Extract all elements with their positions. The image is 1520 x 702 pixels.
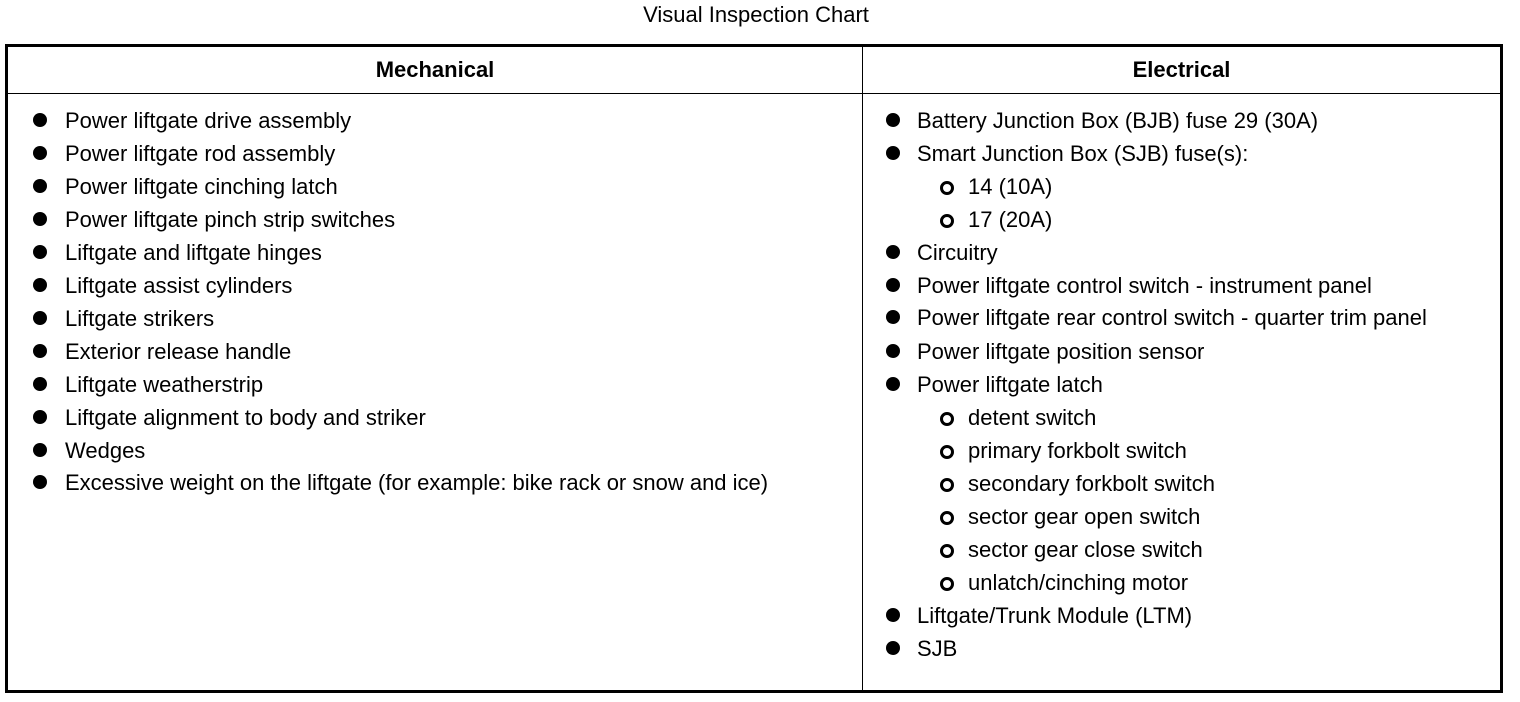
bullet-icon <box>33 344 47 358</box>
electrical-subitem <box>917 401 1450 434</box>
mechanical-item <box>8 104 862 137</box>
electrical-header: Electrical <box>863 46 1502 94</box>
mechanical-header: Mechanical <box>7 46 863 94</box>
mechanical-item-label: Power liftgate pinch strip switches <box>65 207 396 232</box>
body-row <box>7 94 1502 692</box>
electrical-subitem <box>917 170 1450 203</box>
electrical-item <box>863 302 1500 335</box>
mechanical-item-label: Liftgate strikers <box>65 306 215 331</box>
hollow-bullet-icon <box>940 445 954 459</box>
electrical-subitem-label: 17 (20A) <box>968 207 1053 232</box>
header-row <box>7 46 1502 94</box>
electrical-subitem-label: 14 (10A) <box>968 174 1053 199</box>
hollow-bullet-icon <box>940 511 954 525</box>
mechanical-item <box>8 137 862 170</box>
bullet-icon <box>886 113 900 127</box>
bullet-icon <box>33 278 47 292</box>
electrical-cell <box>863 94 1502 692</box>
bullet-icon <box>886 344 900 358</box>
hollow-bullet-icon <box>940 181 954 195</box>
electrical-subitem <box>917 533 1450 566</box>
electrical-subitem <box>917 500 1450 533</box>
electrical-item-label: Circuitry <box>917 240 998 265</box>
electrical-subitem <box>917 203 1450 236</box>
electrical-item-label: Power liftgate latch <box>917 372 1103 397</box>
mechanical-item-label: Liftgate assist cylinders <box>65 273 293 298</box>
electrical-subitem-label: detent switch <box>968 405 1097 430</box>
mechanical-item-label: Liftgate and liftgate hinges <box>65 240 322 265</box>
electrical-item <box>863 137 1500 236</box>
electrical-subitem-label: sector gear open switch <box>968 504 1201 529</box>
bullet-icon <box>33 179 47 193</box>
bullet-icon <box>33 146 47 160</box>
electrical-item <box>863 269 1500 302</box>
electrical-subitem <box>917 434 1450 467</box>
hollow-bullet-icon <box>940 412 954 426</box>
hollow-bullet-icon <box>940 577 954 591</box>
bullet-icon <box>33 475 47 489</box>
electrical-item <box>863 599 1500 632</box>
bullet-icon <box>33 410 47 424</box>
bullet-icon <box>33 212 47 226</box>
electrical-item <box>863 335 1500 368</box>
electrical-list <box>863 94 1500 665</box>
mechanical-item-label: Excessive weight on the liftgate (for example: bike rack or snow and ice) <box>65 470 769 495</box>
electrical-subitem-label: unlatch/cinching motor <box>968 570 1189 595</box>
mechanical-item-label: Power liftgate drive assembly <box>65 108 352 133</box>
mechanical-list <box>8 94 862 500</box>
electrical-subitem-label: sector gear close switch <box>968 537 1203 562</box>
electrical-item <box>863 104 1500 137</box>
electrical-subitem-label: secondary forkbolt switch <box>968 471 1215 496</box>
bullet-icon <box>886 278 900 292</box>
electrical-subitem <box>917 566 1450 599</box>
electrical-item <box>863 368 1500 599</box>
visual-inspection-table <box>5 44 1503 693</box>
mechanical-item <box>8 335 862 368</box>
electrical-item-label: Liftgate/Trunk Module (LTM) <box>917 603 1193 628</box>
hollow-bullet-icon <box>940 478 954 492</box>
mechanical-item <box>8 170 862 203</box>
mechanical-item <box>8 401 862 434</box>
bullet-icon <box>886 310 900 324</box>
bullet-icon <box>886 146 900 160</box>
electrical-sublist <box>917 401 1450 599</box>
chart-title: Visual Inspection Chart <box>643 2 869 27</box>
bullet-icon <box>33 113 47 127</box>
electrical-item-label: Power liftgate rear control switch - quarter trim panel <box>917 305 1427 330</box>
mechanical-item <box>8 434 862 467</box>
mechanical-item <box>8 368 862 401</box>
electrical-item-label: Smart Junction Box (SJB) fuse(s): <box>917 141 1249 166</box>
mechanical-item <box>8 302 862 335</box>
mechanical-item-label: Wedges <box>65 438 146 463</box>
mechanical-item <box>8 269 862 302</box>
electrical-item <box>863 236 1500 269</box>
electrical-item-label: SJB <box>917 636 958 661</box>
bullet-icon <box>33 311 47 325</box>
mechanical-item-label: Liftgate alignment to body and striker <box>65 405 426 430</box>
mechanical-item-label: Power liftgate cinching latch <box>65 174 338 199</box>
bullet-icon <box>886 377 900 391</box>
mechanical-item-label: Power liftgate rod assembly <box>65 141 336 166</box>
electrical-subitem-label: primary forkbolt switch <box>968 438 1187 463</box>
hollow-bullet-icon <box>940 214 954 228</box>
hollow-bullet-icon <box>940 544 954 558</box>
electrical-subitem <box>917 467 1450 500</box>
electrical-item <box>863 632 1500 665</box>
bullet-icon <box>886 608 900 622</box>
bullet-icon <box>886 245 900 259</box>
electrical-item-label: Power liftgate control switch - instrument panel <box>917 273 1372 298</box>
electrical-item-label: Power liftgate position sensor <box>917 339 1205 364</box>
mechanical-item <box>8 236 862 269</box>
bullet-icon <box>33 245 47 259</box>
mechanical-item <box>8 203 862 236</box>
mechanical-cell <box>7 94 863 692</box>
bullet-icon <box>33 443 47 457</box>
mechanical-item <box>8 467 862 500</box>
mechanical-item-label: Exterior release handle <box>65 339 292 364</box>
bullet-icon <box>886 641 900 655</box>
electrical-sublist <box>917 170 1450 236</box>
electrical-item-label: Battery Junction Box (BJB) fuse 29 (30A) <box>917 108 1319 133</box>
mechanical-item-label: Liftgate weatherstrip <box>65 372 264 397</box>
bullet-icon <box>33 377 47 391</box>
